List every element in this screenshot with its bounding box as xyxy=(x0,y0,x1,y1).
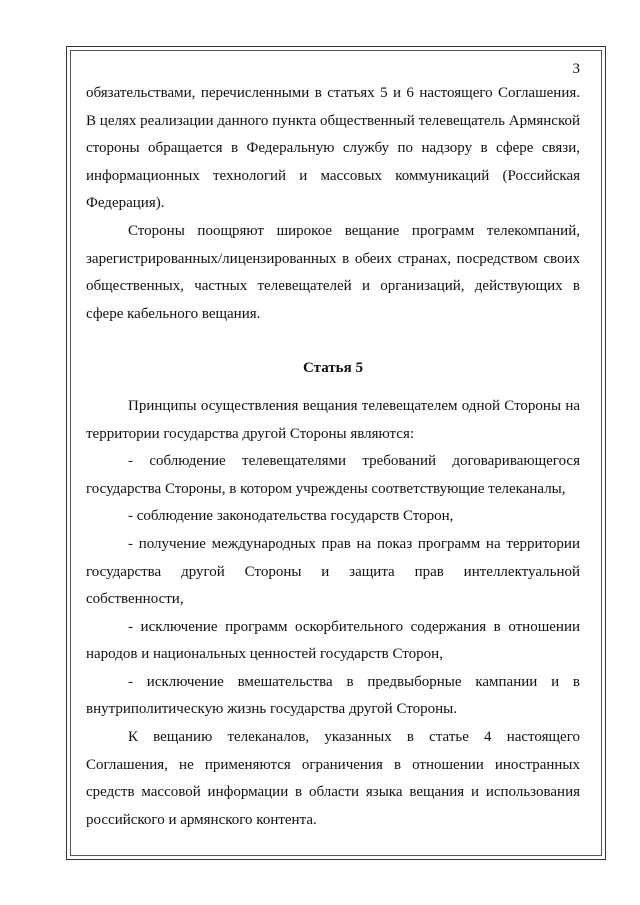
paragraph-principles: Принципы осуществления вещания телевещателем одной Стороны на территории государства другой Стороны являются: xyxy=(86,397,580,442)
paragraph-obligations: обязательствами, перечисленными в статьях 5 и 6 настоящего Соглашения. В целях реализации данного пункта общественный телевещатель Армянской стороны обращается в Федеральную службу по надзору в сфере связи, информационных технологий и массовых коммуникаций (Российская Федерация). xyxy=(86,85,580,212)
paragraph-restrictions: К вещанию телеканалов, указанных в статье 4 настоящего Соглашения, не применяются ограничения в отношении иностранных средств массовой информации в области языка вещания и использования российского и армянского контента. xyxy=(86,729,580,828)
article-heading: Статья 5 xyxy=(303,360,363,377)
list-item-requirements: - соблюдение телевещателями требований договаривающегося государства Стороны, в котором учреждены соответствующие телеканалы, xyxy=(86,453,580,497)
paragraph-broadcast-encouragement: Стороны поощряют широкое вещание программ телекомпаний, зарегистрированных/лицензированных в обеих странах, посредством своих общественных, частных телевещателей и организаций, действующих в сфере кабельного вещания. xyxy=(86,222,580,322)
list-item-offensive-content: - исключение программ оскорбительного содержания в отношении народов и национальных ценностей государств Сторон, xyxy=(86,618,580,663)
list-item-rights: - получение международных прав на показ программ на территории государства другой Стороны и защита прав интеллектуальной собственности, xyxy=(86,535,580,608)
list-item-election-interference: - исключение вмешательства в предвыборные кампании и в внутриполитическую жизнь государства другой Стороны. xyxy=(86,673,580,718)
page-number: 3 xyxy=(572,61,580,77)
list-item-legislation: - соблюдение законодательства государств Сторон, xyxy=(128,508,454,525)
document-body xyxy=(86,80,580,834)
